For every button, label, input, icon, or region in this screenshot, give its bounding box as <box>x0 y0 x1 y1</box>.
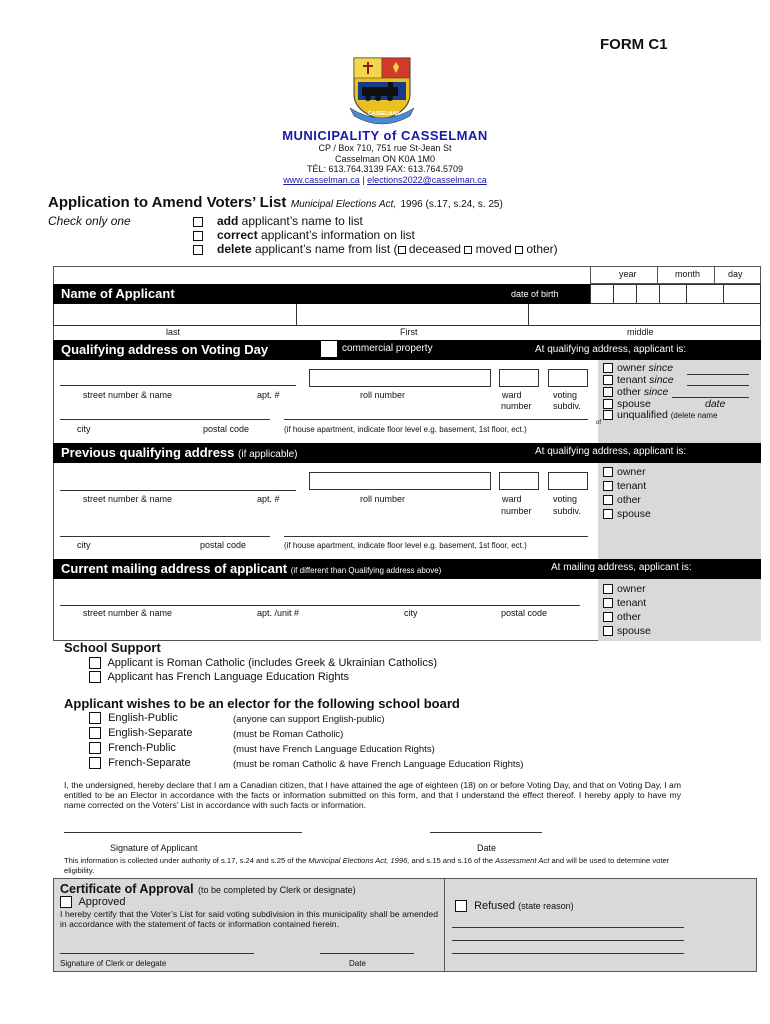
refused-checkbox[interactable] <box>455 900 467 912</box>
previous-section-bar <box>53 443 761 463</box>
other-checkbox[interactable] <box>603 387 613 397</box>
mailing-title-text: Current mailing address of applicant <box>61 561 288 576</box>
p-apt-label: apt. # <box>257 494 280 504</box>
certificate-divider <box>444 878 445 972</box>
municipality-phone: TÉL: 613.764.3139 FAX: 613.764.5709 <box>306 164 464 174</box>
french-separate-note: (must be roman Catholic & have French Language Education Rights) <box>233 759 524 770</box>
approved-label: Approved <box>78 896 126 908</box>
french-public-checkbox[interactable] <box>89 742 101 754</box>
tenant-checkbox[interactable] <box>603 375 613 385</box>
p-postal-label: postal code <box>200 540 247 550</box>
applicant-signature-label: Signature of Applicant <box>110 843 198 853</box>
mail-spouse-checkbox[interactable] <box>603 626 613 636</box>
q-city-line <box>60 419 270 420</box>
english-public-note: (anyone can support English-public) <box>233 714 385 725</box>
q-postal-label: postal code <box>203 424 250 434</box>
declaration-text: I, the undersigned, hereby declare that I am a Canadian citizen, that I have attained the age of eighteen (18) on or before Voting Day, and that on Voting Day, I am entitled to be an Elector in accordance with the facts or information submitted on this form, and that I understand the effect thereof. I hereby apply to have my name corrected on the Voters’ List in accordance with such facts or information. <box>64 780 681 810</box>
mailing-other-option[interactable] <box>603 611 641 623</box>
q-ward-input[interactable] <box>499 369 539 387</box>
english-public-checkbox[interactable] <box>89 712 101 724</box>
add-label: add <box>217 214 239 228</box>
refused-label: Refused <box>474 900 516 912</box>
refused-option[interactable] <box>455 900 574 912</box>
refused-reason-line-3[interactable] <box>452 953 684 954</box>
moved-checkbox[interactable] <box>464 246 472 254</box>
refused-reason-line-2[interactable] <box>452 940 684 941</box>
mailing-at-address: At mailing address, applicant is: <box>551 562 692 573</box>
qualifying-at-address: At qualifying address, applicant is: <box>535 344 687 355</box>
amend-option-correct[interactable] <box>193 228 415 242</box>
prev-spouse-label: spouse <box>617 508 651 520</box>
clerk-date-label: Date <box>349 959 366 968</box>
authority-part3: and will be used to determine voter eligibility. <box>64 856 670 875</box>
deceased-label: deceased <box>408 242 461 256</box>
crest-banner: CASSELMAN <box>368 111 400 117</box>
check-only-one: Check only one <box>48 214 131 228</box>
dob-month-input[interactable] <box>636 284 660 304</box>
french-rights-checkbox[interactable] <box>89 671 101 683</box>
last-name-input[interactable] <box>53 304 297 326</box>
catholic-checkbox[interactable] <box>89 657 101 669</box>
q-voting-subdiv-input[interactable] <box>548 369 588 387</box>
mail-tenant-label: tenant <box>617 597 647 609</box>
mailing-section-bar <box>53 559 761 579</box>
dob-year-input-2[interactable] <box>613 284 637 304</box>
authority-part2: and s.15 and s.16 of the <box>409 856 496 865</box>
qualifying-unqualified-option[interactable] <box>603 409 717 421</box>
qualifying-other-option[interactable] <box>603 386 668 398</box>
amend-option-delete[interactable] <box>193 242 558 256</box>
website-link[interactable]: www.casselman.ca <box>283 175 360 185</box>
municipality-name: MUNICIPALITY of CASSELMAN <box>282 128 488 143</box>
english-public-label: English-Public <box>108 712 178 724</box>
dob-divider <box>714 266 715 284</box>
middle-name-label: middle <box>627 327 654 337</box>
first-name-label: First <box>400 327 418 337</box>
title-act: Municipal Elections Act, <box>290 199 397 210</box>
amend-option-add[interactable] <box>193 214 363 228</box>
dob-year-input[interactable] <box>590 284 614 304</box>
dob-day-input-2[interactable] <box>723 284 761 304</box>
p-voting-label: voting <box>553 494 578 504</box>
previous-title <box>61 445 298 460</box>
dob-month-input-2[interactable] <box>659 284 687 304</box>
q-voting-label: voting <box>553 390 578 400</box>
correct-text: applicant’s information on list <box>257 228 415 242</box>
previous-owner-option[interactable] <box>603 466 646 478</box>
title-main: Application to Amend Voters’ List <box>48 194 287 211</box>
spouse-date-note: date <box>705 398 726 410</box>
spouse-checkbox[interactable] <box>603 399 613 409</box>
owner-since-line <box>687 374 749 375</box>
authority-part1: This information is collected under authority of s.17, s.24 and s.25 of the <box>64 856 309 865</box>
prev-other-label: other <box>617 494 641 506</box>
french-separate-label: French-Separate <box>108 757 191 769</box>
tenant-label: tenant <box>617 374 650 386</box>
authority-text <box>64 856 684 876</box>
dob-year-label: year <box>619 269 637 279</box>
mail-owner-label: owner <box>617 583 646 595</box>
name-section-title: Name of Applicant <box>61 286 175 301</box>
mail-other-label: other <box>617 611 641 623</box>
certify-text: I hereby certify that the Voter’s List for said voting subdivision in this municipality shall be amended in accordance with the statement of facts or information contained herein. <box>60 909 438 929</box>
municipality-address1: CP / Box 710, 751 rue St-Jean St <box>318 143 452 153</box>
q-floor-line <box>284 419 588 420</box>
clerk-signature-line[interactable] <box>60 953 254 954</box>
m-apt-label: apt. /unit # <box>257 608 300 618</box>
dob-header <box>590 266 761 284</box>
catholic-label: Applicant is Roman Catholic (includes Greek & Ukrainian Catholics) <box>107 657 437 669</box>
tenant-since-line <box>687 385 749 386</box>
qualifying-tenant-option[interactable] <box>603 374 674 386</box>
catholic-option[interactable] <box>89 657 437 669</box>
french-rights-option[interactable] <box>89 671 349 683</box>
delete-label: delete <box>217 242 252 256</box>
p-floor-line <box>284 536 588 537</box>
p-street-label: street number & name <box>83 494 173 504</box>
qualifying-title: Qualifying address on Voting Day <box>61 342 269 357</box>
applicant-date-label: Date <box>477 843 497 853</box>
q-floor-note: (if house apartment, indicate floor level e.g. basement, 1st floor, ect.) <box>284 425 527 434</box>
p-roll-number-input[interactable] <box>309 472 491 490</box>
mailing-owner-option[interactable] <box>603 583 646 595</box>
form-title <box>48 194 503 212</box>
moved-label: moved <box>475 242 512 256</box>
previous-spouse-option[interactable] <box>603 508 651 520</box>
french-public-option[interactable] <box>89 742 176 754</box>
english-separate-option[interactable] <box>89 727 192 739</box>
other-reason-checkbox[interactable] <box>515 246 523 254</box>
unqualified-checkbox[interactable] <box>603 410 613 420</box>
dob-divider <box>657 266 658 284</box>
p-ward-label: ward <box>502 494 522 504</box>
dob-day-input[interactable] <box>686 284 724 304</box>
p-ward-input[interactable] <box>499 472 539 490</box>
mail-other-checkbox[interactable] <box>603 612 613 622</box>
tenant-since: since <box>649 374 674 386</box>
mailing-spouse-option[interactable] <box>603 625 651 637</box>
english-separate-label: English-Separate <box>108 727 193 739</box>
approved-checkbox[interactable] <box>60 896 72 908</box>
authority-act: Municipal Elections Act, 1996, <box>308 856 410 865</box>
add-checkbox[interactable] <box>193 217 203 227</box>
french-rights-label: Applicant has French Language Education Rights <box>107 671 350 683</box>
middle-name-input[interactable] <box>528 304 761 326</box>
q-apt-label: apt. # <box>257 390 280 400</box>
prev-tenant-checkbox[interactable] <box>603 481 613 491</box>
commercial-label: commercial property <box>342 343 433 354</box>
certificate-title-text: Certificate of Approval <box>60 882 194 896</box>
prev-tenant-label: tenant <box>617 480 647 492</box>
unqualified-label: unqualified <box>617 409 671 421</box>
applicant-signature-line[interactable] <box>64 832 302 833</box>
refused-note: (state reason) <box>518 901 574 911</box>
prev-other-checkbox[interactable] <box>603 495 613 505</box>
delete-text: applicant’s name from list ( <box>251 242 398 256</box>
french-separate-option[interactable] <box>89 757 191 769</box>
q-street-label: street number & name <box>83 390 173 400</box>
clerk-date-line[interactable] <box>320 953 414 954</box>
q-street-line <box>60 385 296 386</box>
spouse-date-line <box>672 397 749 398</box>
dob-month-label: month <box>675 269 701 279</box>
mailing-note: (if different than Qualifying address above) <box>290 566 442 575</box>
dob-label: date of birth <box>511 289 559 299</box>
m-postal-label: postal code <box>501 608 548 618</box>
m-address-line <box>60 605 580 606</box>
english-separate-checkbox[interactable] <box>89 727 101 739</box>
p-subdiv-label: subdiv. <box>553 506 581 516</box>
other-since: since <box>643 386 669 398</box>
first-name-input[interactable] <box>296 304 529 326</box>
mail-spouse-label: spouse <box>617 625 651 637</box>
mailing-tenant-option[interactable] <box>603 597 646 609</box>
title-act-ref: 1996 (s.17, s.24, s. 25) <box>400 199 503 210</box>
m-city-label: city <box>404 608 418 618</box>
delete-checkbox[interactable] <box>193 245 203 255</box>
name-section-bar <box>53 284 590 304</box>
form-id: FORM C1 <box>600 36 668 53</box>
contact-separator: | <box>362 175 365 185</box>
qualifying-section-bar <box>53 340 761 360</box>
q-city-label: city <box>77 424 91 434</box>
applicant-date-line[interactable] <box>430 832 542 833</box>
french-separate-checkbox[interactable] <box>89 757 101 769</box>
owner-label: owner <box>617 362 649 374</box>
p-street-line <box>60 490 296 491</box>
owner-since: since <box>648 362 674 374</box>
p-city-label: city <box>77 540 91 550</box>
owner-checkbox[interactable] <box>603 363 613 373</box>
correct-label: correct <box>217 228 258 242</box>
unqualified-note: (delete name <box>670 411 718 420</box>
p-roll-label: roll number <box>360 494 406 504</box>
english-public-option[interactable] <box>89 712 178 724</box>
m-street-label: street number & name <box>83 608 173 618</box>
last-name-label: last <box>166 327 181 337</box>
p-city-line <box>60 536 270 537</box>
previous-other-option[interactable] <box>603 494 641 506</box>
deceased-checkbox[interactable] <box>398 246 406 254</box>
previous-note: (if applicable) <box>238 449 298 460</box>
school-support-title: School Support <box>64 640 161 655</box>
previous-title-text: Previous qualifying address <box>61 445 235 460</box>
refused-reason-line-1[interactable] <box>452 927 684 928</box>
unqualified-overflow: of <box>596 420 602 426</box>
municipality-address2: Casselman ON K0A 1M0 <box>334 154 436 164</box>
school-board-title: Applicant wishes to be an elector for the following school board <box>64 696 460 711</box>
correct-checkbox[interactable] <box>193 231 203 241</box>
qualifying-owner-option[interactable] <box>603 362 673 374</box>
commercial-checkbox[interactable] <box>321 341 337 357</box>
email-link[interactable]: elections2022@casselman.ca <box>367 175 487 185</box>
english-separate-note: (must be Roman Catholic) <box>233 729 344 740</box>
p-ward-number-label: number <box>501 506 532 516</box>
p-floor-note: (if house apartment, indicate floor level e.g. basement, 1st floor, ect.) <box>284 541 527 550</box>
prev-owner-label: owner <box>617 466 646 478</box>
clerk-signature-label: Signature of Clerk or delegate <box>60 959 167 968</box>
dob-day-label: day <box>728 269 743 279</box>
add-text: applicant’s name to list <box>238 214 363 228</box>
certificate-note: (to be completed by Clerk or designate) <box>198 885 356 895</box>
q-ward-number-label: number <box>501 401 532 411</box>
authority-act2: Assessment Act <box>495 856 550 865</box>
p-voting-subdiv-input[interactable] <box>548 472 588 490</box>
prev-owner-checkbox[interactable] <box>603 467 613 477</box>
municipality-crest <box>348 54 416 128</box>
other-label: other <box>617 386 644 398</box>
q-subdiv-label: subdiv. <box>553 401 581 411</box>
mailing-title <box>61 561 441 576</box>
q-roll-label: roll number <box>360 390 406 400</box>
prev-spouse-checkbox[interactable] <box>603 509 613 519</box>
q-roll-number-input[interactable] <box>309 369 491 387</box>
mail-tenant-checkbox[interactable] <box>603 598 613 608</box>
previous-tenant-option[interactable] <box>603 480 646 492</box>
previous-at-address: At qualifying address, applicant is: <box>535 446 687 457</box>
approved-option[interactable] <box>60 896 126 908</box>
spouse-label: spouse <box>617 398 651 410</box>
q-ward-label: ward <box>502 390 522 400</box>
mail-owner-checkbox[interactable] <box>603 584 613 594</box>
other-reason-label: other) <box>526 242 558 256</box>
french-public-label: French-Public <box>108 742 176 754</box>
municipality-contacts <box>0 175 770 185</box>
french-public-note: (must have French Language Education Rights) <box>233 744 435 755</box>
